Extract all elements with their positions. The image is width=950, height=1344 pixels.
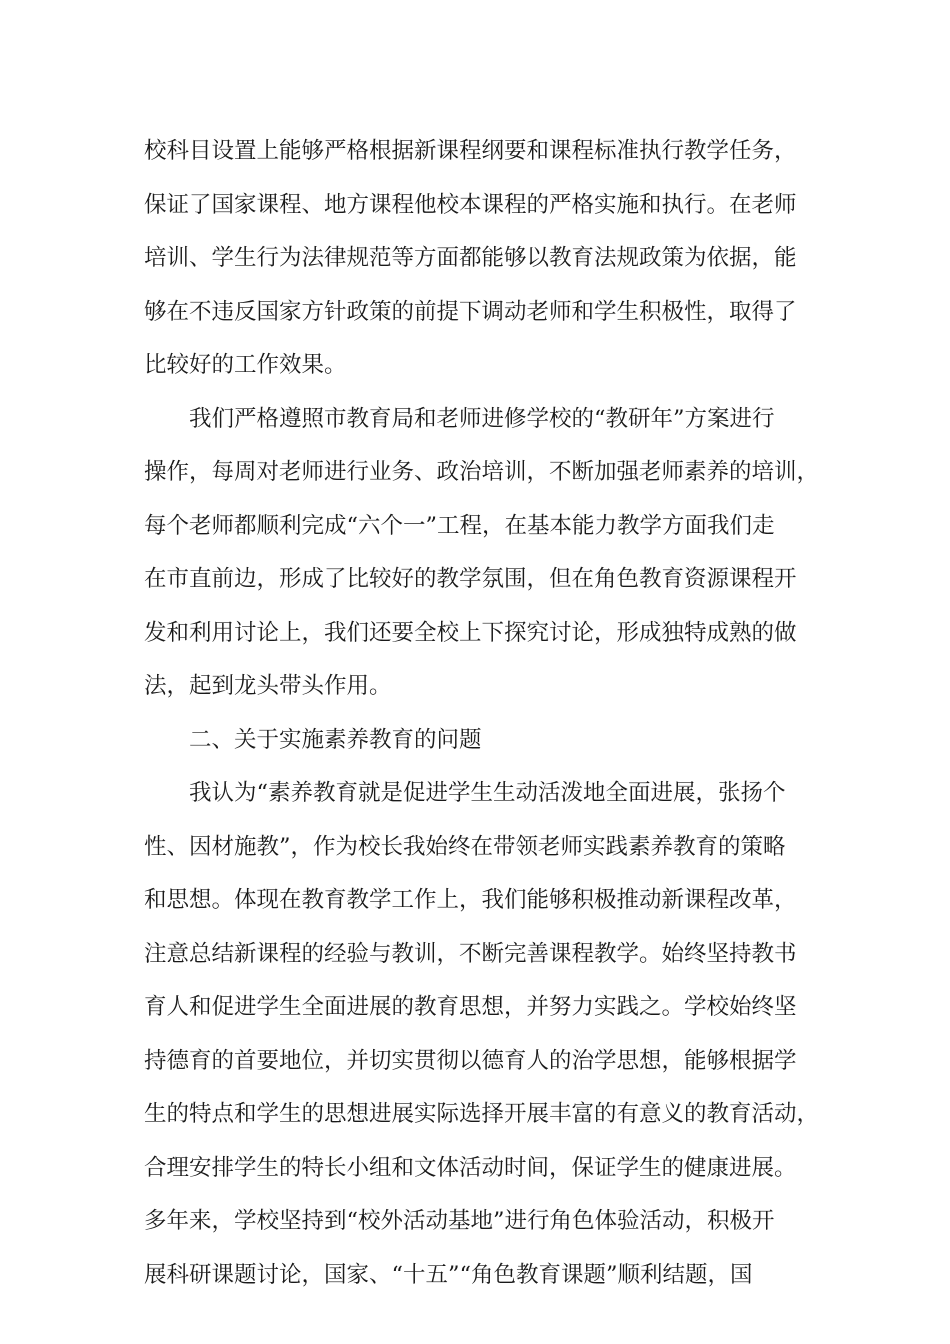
- text-line: 操作，每周对老师进行业务、政治培训，不断加强老师素养的培训，: [144, 459, 820, 485]
- text-line: 多年来，学校坚持到“校外活动基地”进行角色体验活动，积极开: [144, 1208, 775, 1234]
- text-line: 校科目设置上能够严格根据新课程纲要和课程标准执行教学任务，: [144, 138, 797, 164]
- text-line: 持德育的首要地位，并切实贯彻以德育人的治学思想，能够根据学: [144, 1047, 797, 1074]
- section-heading-text: 二、关于实施素养教育的问题: [189, 726, 482, 753]
- section-heading: [144, 714, 824, 768]
- text-line: 保证了国家课程、地方课程他校本课程的严格实施和执行。在老师: [144, 191, 797, 218]
- text-line: 培训、学生行为法律规范等方面都能够以教育法规政策为依据，能: [144, 245, 797, 271]
- text-line: 展科研课题讨论，国家、“十五”“角色教育课题”顺利结题，国: [144, 1261, 753, 1288]
- text-line: 合理安排学生的特长小组和文体活动时间，保证学生的健康进展。: [144, 1154, 797, 1181]
- text-line: 每个老师都顺利完成“六个一”工程，在基本能力教学方面我们走: [144, 512, 775, 539]
- text-line: 比较好的工作效果。: [144, 352, 347, 378]
- text-line: 注意总结新课程的经验与教训，不断完善课程教学。始终坚持教书: [144, 940, 797, 967]
- text-line: 育人和促进学生全面进展的教育思想，并努力实践之。学校始终坚: [144, 994, 797, 1020]
- text-line: 发和利用讨论上，我们还要全校上下探究讨论，形成独特成熟的做: [144, 619, 797, 646]
- text-line: 和思想。体现在教育教学工作上，我们能够积极推动新课程改革，: [144, 887, 797, 913]
- text-line: 我认为“素养教育就是促进学生生动活泼地全面进展，张扬个: [189, 780, 786, 806]
- document-body: [144, 125, 824, 1302]
- paragraph-school-curriculum: [144, 125, 824, 393]
- text-line: 够在不违反国家方针政策的前提下调动老师和学生积极性，取得了: [144, 298, 797, 325]
- text-line: 在市直前边，形成了比较好的教学氛围，但在角色教育资源课程开: [144, 566, 797, 592]
- text-line: 生的特点和学生的思想进展实际选择开展丰富的有意义的教育活动，: [144, 1101, 820, 1127]
- text-line: 法，起到龙头带头作用。: [144, 673, 392, 699]
- text-line: 性、因材施教”，作为校长我始终在带领老师实践素养教育的策略: [144, 833, 786, 860]
- paragraph-teaching-research-year: [144, 393, 824, 714]
- text-line: 我们严格遵照市教育局和老师进修学校的“教研年”方案进行: [189, 405, 775, 432]
- paragraph-quality-education: [144, 767, 824, 1302]
